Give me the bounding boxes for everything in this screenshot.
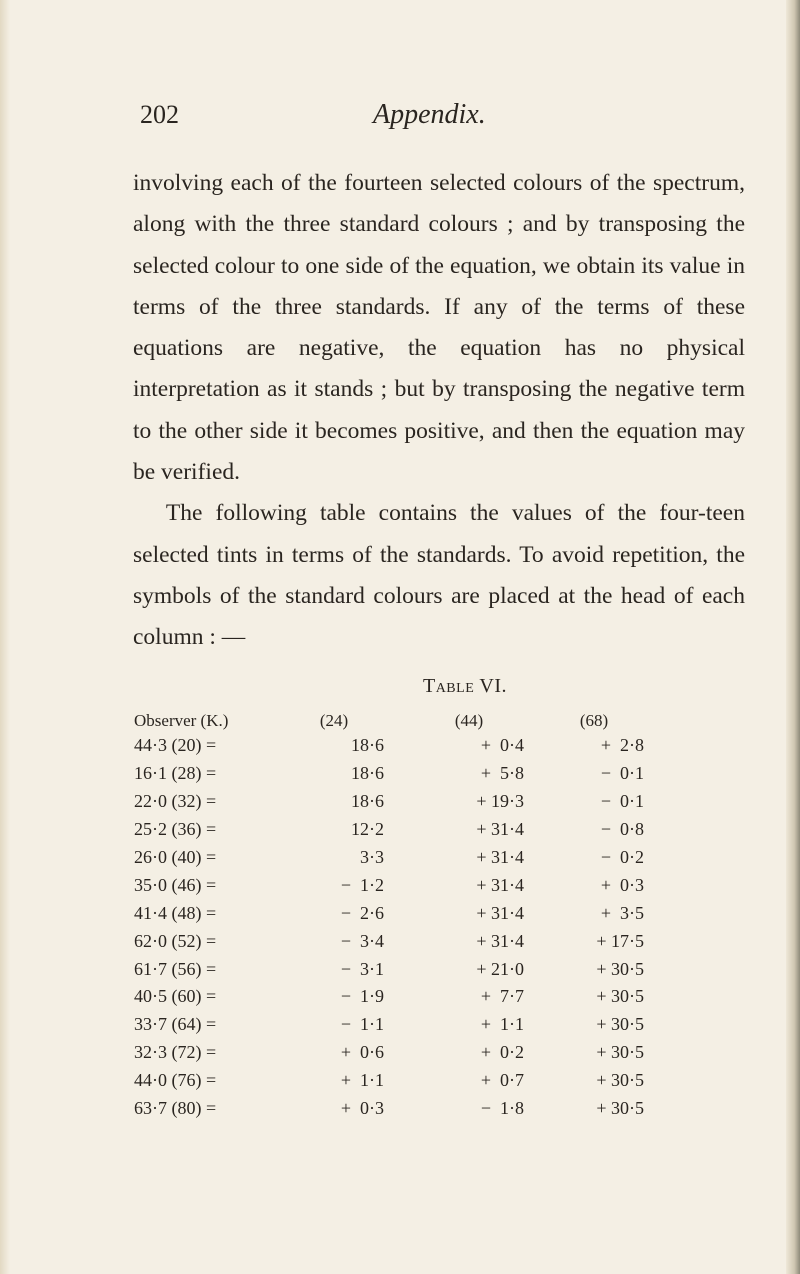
table-cell: − 1·8 <box>480 1098 524 1119</box>
table-cell: 3·3 <box>360 847 384 867</box>
page-edge <box>786 0 800 1274</box>
table-cell: + 5·8 <box>480 763 524 784</box>
table-row <box>134 871 644 899</box>
table-cell: + 0·3 <box>600 874 644 895</box>
table-cell: − 0·1 <box>600 763 644 784</box>
table-cell: + 0·4 <box>480 735 524 756</box>
table-cell: − 0·8 <box>600 819 644 840</box>
table-cell: − 1·2 <box>340 874 384 895</box>
table-cell: − 0·1 <box>600 791 644 812</box>
table-row <box>134 1067 644 1095</box>
table-cell: 26·0 (40) = <box>134 847 217 867</box>
table-cell: + 2·8 <box>600 735 644 756</box>
chapter-title: Appendix. <box>373 99 486 130</box>
table-cell: 22·0 (32) = <box>134 791 217 812</box>
table-cell: + 30·5 <box>596 1070 644 1091</box>
table-cell: 63·7 (80) = <box>134 1098 217 1119</box>
table-cell: + 0·3 <box>340 1098 384 1119</box>
table-row <box>134 732 644 760</box>
table-cell: 44·3 (20) = <box>134 735 217 756</box>
table-cell: 62·0 (52) = <box>134 930 217 951</box>
table-cell: + 30·5 <box>596 1014 644 1035</box>
page-number: 202 <box>140 100 179 129</box>
table-cell: − 1·9 <box>340 986 384 1007</box>
table-row <box>134 955 644 983</box>
table-cell: 35·0 (46) = <box>134 874 217 895</box>
column-header: (44) <box>454 711 484 730</box>
table-cell: + 1·1 <box>340 1070 384 1091</box>
table-cell: + 0·2 <box>480 1042 524 1063</box>
table-row <box>134 899 644 927</box>
paragraph: involving each of the fourteen selected colours of the spectrum, along with the three standard colours ; and by transposing the selected colour to one side of the equation, we obtain its value in terms of the three standards. If any of the terms of these equations are negative, the equation has no physical interpretation as it stands ; but by transposing the negative term to the other side it becomes positive, and then the equation may be verified. <box>133 170 745 486</box>
table-cell: + 30·5 <box>596 1042 644 1063</box>
table-cell: + 7·7 <box>480 986 524 1007</box>
column-header: (24) <box>319 711 349 730</box>
table-cell: + 31·4 <box>476 847 524 867</box>
table-cell: + 31·4 <box>476 930 524 951</box>
table-cell: 40·5 (60) = <box>134 986 217 1007</box>
table-cell: − 1·1 <box>340 1014 384 1035</box>
table-cell: + 31·4 <box>476 874 524 895</box>
table-row <box>134 844 644 872</box>
table-cell: 61·7 (56) = <box>134 958 217 979</box>
paragraph: The following table contains the values of the four-teen selected tints in terms of the standards. To avoid repetition, the symbols of the standard colours are placed at the head of each column : — <box>133 500 745 651</box>
page-gutter <box>0 0 10 1274</box>
column-header: Observer (K.) <box>134 711 229 730</box>
table-cell: 18·6 <box>351 735 384 756</box>
table-row <box>134 927 644 955</box>
table-cell: 16·1 (28) = <box>134 763 217 784</box>
table-cell: + 31·4 <box>476 902 524 923</box>
body-text <box>133 163 745 659</box>
table-cell: + 31·4 <box>476 819 524 840</box>
table-cell: + 1·1 <box>480 1014 524 1035</box>
table-cell: − 3·1 <box>340 958 384 979</box>
table-row <box>134 816 644 844</box>
table-cell: + 17·5 <box>596 930 644 951</box>
table-cell: 41·4 (48) = <box>134 902 217 923</box>
data-table <box>134 710 644 1122</box>
table-cell: − 3·4 <box>340 930 384 951</box>
table-cell: + 0·6 <box>340 1042 384 1063</box>
table-row <box>134 1039 644 1067</box>
table-cell: 25·2 (36) = <box>134 819 217 840</box>
table-cell: + 0·7 <box>480 1070 524 1091</box>
table-cell: + 30·5 <box>596 1098 644 1119</box>
column-header: (68) <box>579 711 609 730</box>
table-row <box>134 1095 644 1123</box>
table-cell: − 2·6 <box>340 902 384 923</box>
table-cell: 18·6 <box>351 791 384 812</box>
table-cell: + 19·3 <box>476 791 524 812</box>
table-cell: 32·3 (72) = <box>134 1042 217 1063</box>
table-row <box>134 1011 644 1039</box>
table-cell: 18·6 <box>351 763 384 784</box>
table-row <box>134 760 644 788</box>
table-caption: Table VI. <box>422 675 507 697</box>
table-header-row <box>134 710 644 732</box>
table-row <box>134 983 644 1011</box>
table-cell: + 3·5 <box>600 902 644 923</box>
table-cell: + 21·0 <box>476 958 524 979</box>
table-cell: + 30·5 <box>596 986 644 1007</box>
table-cell: 33·7 (64) = <box>134 1014 217 1035</box>
table-cell: 12·2 <box>351 819 384 840</box>
table-cell: + 30·5 <box>596 958 644 979</box>
table-cell: 44·0 (76) = <box>134 1070 217 1091</box>
table-cell: − 0·2 <box>600 847 644 867</box>
table-row <box>134 788 644 816</box>
